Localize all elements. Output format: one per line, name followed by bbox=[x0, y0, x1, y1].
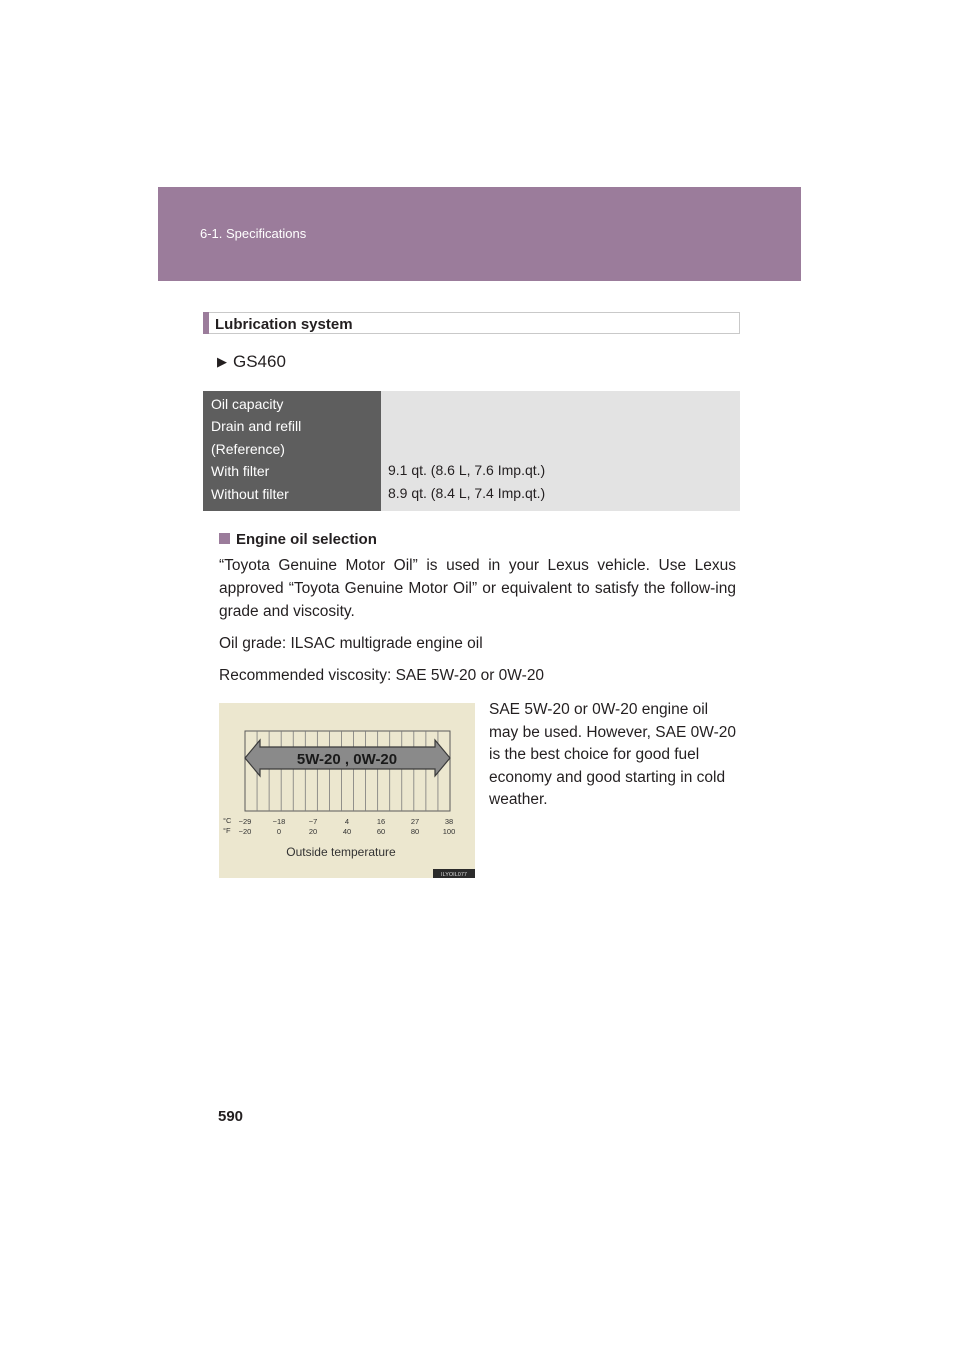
oil-selection-heading bbox=[219, 531, 377, 548]
celsius-tick-label: 27 bbox=[410, 817, 420, 826]
fahrenheit-tick-label: 100 bbox=[442, 827, 456, 836]
celsius-tick-label: −18 bbox=[272, 817, 286, 826]
spec-label-column bbox=[203, 391, 381, 511]
oil-capacity-table bbox=[203, 391, 740, 511]
fahrenheit-tick-label: 20 bbox=[308, 827, 318, 836]
model-name: GS460 bbox=[233, 352, 286, 371]
fahrenheit-tick-label: 40 bbox=[342, 827, 352, 836]
spec-value-column bbox=[381, 391, 740, 511]
header-band bbox=[158, 187, 801, 281]
spec-label-reference: (Reference) bbox=[211, 441, 285, 457]
spec-value-with-filter: 9.1 qt. (8.6 L, 7.6 Imp.qt.) bbox=[388, 462, 546, 478]
celsius-tick-label: −7 bbox=[308, 817, 318, 826]
section-title-bar bbox=[203, 312, 740, 334]
model-label bbox=[217, 352, 286, 372]
spec-label-drain-refill: Drain and refill bbox=[211, 418, 302, 434]
spec-label-without-filter: Without filter bbox=[211, 486, 289, 502]
square-bullet-icon bbox=[219, 533, 230, 544]
fahrenheit-tick-label: 60 bbox=[376, 827, 386, 836]
oil-selection-heading-text: Engine oil selection bbox=[236, 531, 377, 548]
celsius-tick-label: −29 bbox=[238, 817, 252, 826]
celsius-unit-label: °C bbox=[223, 816, 232, 825]
section-breadcrumb: 6-1. Specifications bbox=[200, 226, 307, 241]
celsius-tick-label: 4 bbox=[344, 817, 350, 826]
chart-caption: Outside temperature bbox=[286, 845, 396, 859]
oil-selection-paragraph: “Toyota Genuine Motor Oil” is used in your Lexus vehicle. Use Lexus approved “Toyota Genuine Motor Oil” or equivalent to satisfy the follow-ing grade and viscosity. bbox=[219, 557, 736, 620]
celsius-tick-label: 16 bbox=[376, 817, 386, 826]
fahrenheit-unit-label: °F bbox=[223, 826, 231, 835]
viscosity-note: SAE 5W-20 or 0W-20 engine oil may be used. However, SAE 0W-20 is the best choice for good fuel economy and good starting in cold weather. bbox=[489, 701, 736, 808]
viscosity-band-label: 5W-20 , 0W-20 bbox=[296, 751, 398, 768]
section-title: Lubrication system bbox=[215, 316, 353, 333]
triangle-marker-icon: ▶ bbox=[217, 354, 227, 369]
fahrenheit-tick-label: 0 bbox=[276, 827, 282, 836]
viscosity-chart-svg bbox=[219, 703, 475, 878]
fahrenheit-tick-label: −20 bbox=[238, 827, 252, 836]
spec-value-without-filter: 8.9 qt. (8.4 L, 7.4 Imp.qt.) bbox=[388, 485, 546, 501]
fahrenheit-tick-label: 80 bbox=[410, 827, 420, 836]
spec-label-oil-capacity: Oil capacity bbox=[211, 396, 284, 412]
spec-label-with-filter: With filter bbox=[211, 463, 270, 479]
celsius-tick-label: 38 bbox=[444, 817, 454, 826]
page-number: 590 bbox=[218, 1108, 244, 1125]
oil-viscosity-line: Recommended viscosity: SAE 5W-20 or 0W-20 bbox=[219, 667, 545, 684]
figure-code: ILYOIL077 bbox=[441, 872, 467, 878]
viscosity-temperature-chart bbox=[219, 703, 475, 878]
oil-grade-line: Oil grade: ILSAC multigrade engine oil bbox=[219, 635, 483, 652]
section-accent-bar bbox=[203, 312, 209, 334]
